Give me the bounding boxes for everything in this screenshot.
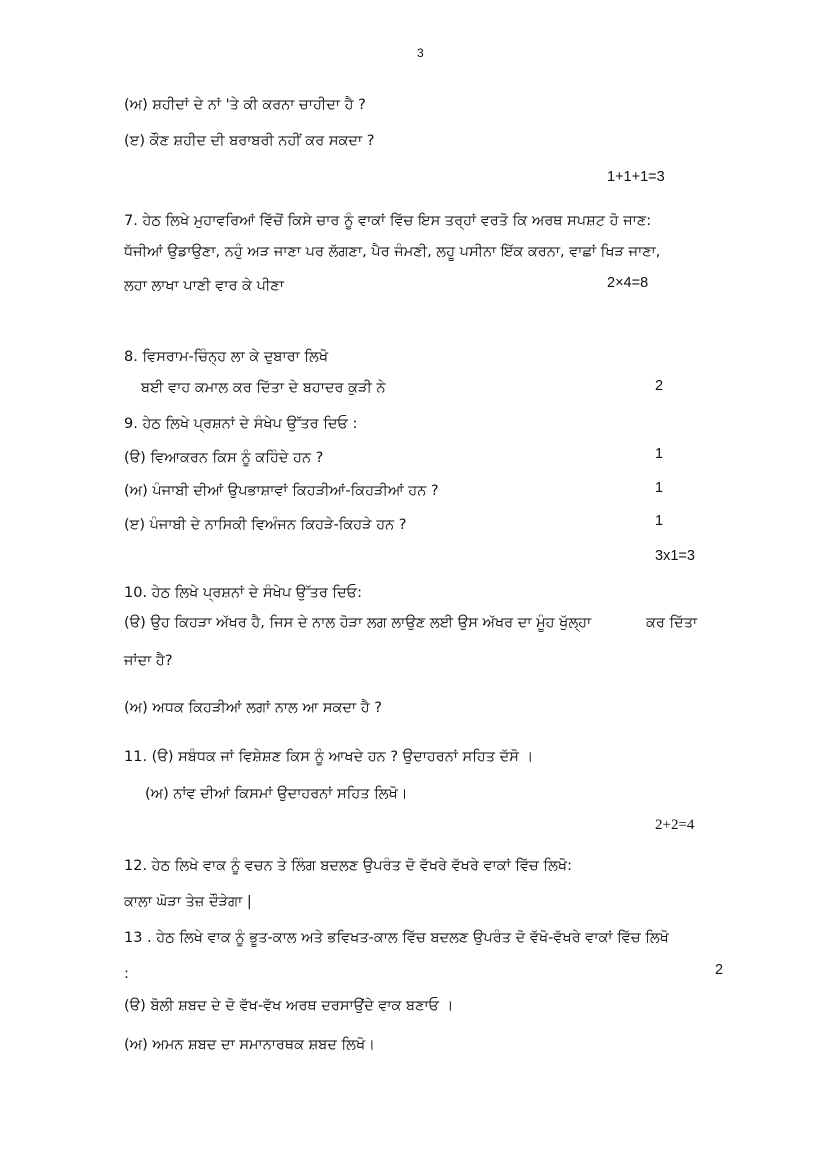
- question-10b: (ਅ) ਅਧਕ ਕਿਹੜੀਆਂ ਲਗਾਂ ਨਾਲ ਆ ਸਕਦਾ ਹੈ ?: [124, 700, 382, 716]
- question-10a: (ੳ) ਉਹ ਕਿਹੜਾ ਅੱਖਰ ਹੈ, ਜਿਸ ਦੇ ਨਾਲ ਹੋੜਾ ਲਗ ਲਾਉਣ ਲਈ ਉਸ ਅੱਖਰ ਦਾ ਮੂੰਹ ਖੁੱਲ੍ਹਾ: [124, 615, 592, 631]
- marks-q8: 2: [655, 378, 664, 394]
- marks-q11: 2+2=4: [655, 817, 695, 833]
- question-9b: (ਅ) ਪੰਜਾਬੀ ਦੀਆਂ ਉਪਭਾਸ਼ਾਵਾਂ ਕਿਹੜੀਆਂ-ਕਿਹੜੀਆਂ ਹਨ ?: [124, 483, 439, 499]
- question-6c: (ੲ) ਕੌਣ ਸ਼ਹੀਦ ਦੀ ਬਰਾਬਰੀ ਨਹੀਂ ਕਰ ਸਕਦਾ ?: [124, 133, 375, 149]
- marks-q9a: 1: [655, 446, 664, 462]
- question-7: 7. ਹੇਠ ਲਿਖੇ ਮੁਹਾਵਰਿਆਂ ਵਿੱਚੋਂ ਕਿਸੇ ਚਾਰ ਨੂੰ ਵਾਕਾਂ ਵਿੱਚ ਇਸ ਤਰ੍ਹਾਂ ਵਰਤੋ ਕਿ ਅਰਥ ਸਪਸ਼ਟ ਹੋ ਜਾਣ:: [124, 213, 652, 229]
- question-11a: 11. (ੳ) ਸਬੰਧਕ ਜਾਂ ਵਿਸ਼ੇਸ਼ਣ ਕਿਸ ਨੂੰ ਆਖਦੇ ਹਨ ? ਉਦਾਹਰਨਾਂ ਸਹਿਤ ਦੱਸੋ ।: [124, 749, 534, 765]
- question-10a-cont: ਜਾਂਦਾ ਹੈ?: [124, 653, 173, 669]
- marks-q9c: 1: [655, 513, 664, 529]
- question-13: 13 . ਹੇਠ ਲਿਖੇ ਵਾਕ ਨੂੰ ਭੂਤ-ਕਾਲ ਅਤੇ ਭਵਿਖਤ-ਕਾਲ ਵਿੱਚ ਬਦਲਣ ਉਪਰੰਤ ਦੋ ਵੱਖੋ-ਵੱਖਰੇ ਵਾਕਾਂ ਵਿੱਚ ਲਿਖੋ: [124, 930, 669, 946]
- question-7-idioms: ਧੱਜੀਆਂ ਉਡਾਉਣਾ, ਨਹੁੰ ਅੜ ਜਾਣਾ ਪਰ ਲੱਗਣਾ, ਪੈਰ ਜੰਮਣੀ, ਲਹੂ ਪਸੀਨਾ ਇੱਕ ਕਰਨਾ, ਵਾਛਾਂ ਖਿੜ ਜਾਣਾ,: [124, 244, 661, 260]
- marks-q9b: 1: [655, 480, 664, 496]
- question-11b: (ਅ) ਨਾਂਵ ਦੀਆਂ ਕਿਸਮਾਂ ਉਦਾਹਰਨਾਂ ਸਹਿਤ ਲਿਖੋ।: [145, 786, 408, 802]
- question-13b: (ਅ) ਅਮਨ ਸ਼ਬਦ ਦਾ ਸਮਾਨਾਰਥਕ ਸ਼ਬਦ ਲਿਖੋ।: [124, 1037, 375, 1053]
- question-8-sentence: ਬਈ ਵਾਹ ਕਮਾਲ ਕਰ ਦਿੱਤਾ ਦੇ ਬਹਾਦਰ ਕੁੜੀ ਨੇ: [141, 380, 386, 396]
- question-10a-tail: ਕਰ ਦਿੱਤਾ: [646, 615, 698, 631]
- question-10: 10. ਹੇਠ ਲਿਖੇ ਪ੍ਰਸ਼ਨਾਂ ਦੇ ਸੰਖੇਪ ਉੱਤਰ ਦਿਓ:: [124, 585, 362, 601]
- question-13a: (ੳ) ਬੋਲੀ ਸ਼ਬਦ ਦੇ ਦੋ ਵੱਖ-ਵੱਖ ਅਰਥ ਦਰਸਾਉਂਦੇ ਵਾਕ ਬਣਾਓ ।: [124, 998, 454, 1014]
- question-8: 8. ਵਿਸਰਾਮ-ਚਿੰਨ੍ਹ ਲਾ ਕੇ ਦੁਬਾਰਾ ਲਿਖੋ: [124, 349, 329, 365]
- question-12-sentence: ਕਾਲਾ ਘੋੜਾ ਤੇਜ਼ ਦੌੜੇਗਾ |: [124, 894, 252, 910]
- question-12: 12. ਹੇਠ ਲਿਖੇ ਵਾਕ ਨੂੰ ਵਚਨ ਤੇ ਲਿੰਗ ਬਦਲਣ ਉਪਰੰਤ ਦੋ ਵੱਖਰੇ ਵੱਖਰੇ ਵਾਕਾਂ ਵਿੱਚ ਲਿਖੋ:: [124, 858, 572, 874]
- question-7-idioms-cont: ਲਹਾ ਲਾਖਾ ਪਾਣੀ ਵਾਰ ਕੇ ਪੀਣਾ: [124, 278, 284, 294]
- marks-q6: 1+1+1=3: [607, 169, 665, 185]
- question-13-colon: :: [124, 966, 129, 982]
- question-9: 9. ਹੇਠ ਲਿਖੇ ਪ੍ਰਸ਼ਨਾਂ ਦੇ ਸੰਖੇਪ ਉੱਤਰ ਦਿਓ :: [124, 416, 358, 432]
- question-9c: (ੲ) ਪੰਜਾਬੀ ਦੇ ਨਾਸਿਕੀ ਵਿਅੰਜਨ ਕਿਹੜੇ-ਕਿਹੜੇ ਹਨ ?: [124, 517, 407, 533]
- question-6b: (ਅ) ਸ਼ਹੀਦਾਂ ਦੇ ਨਾਂ 'ਤੇ ਕੀ ਕਰਨਾ ਚਾਹੀਦਾ ਹੈ ?: [124, 97, 366, 113]
- marks-q9-total: 3x1=3: [655, 548, 695, 564]
- marks-q7: 2×4=8: [607, 275, 649, 291]
- marks-q13: 2: [715, 962, 724, 978]
- page-number: 3: [417, 46, 424, 60]
- question-9a: (ੳ) ਵਿਆਕਰਨ ਕਿਸ ਨੂੰ ਕਹਿੰਦੇ ਹਨ ?: [124, 450, 324, 466]
